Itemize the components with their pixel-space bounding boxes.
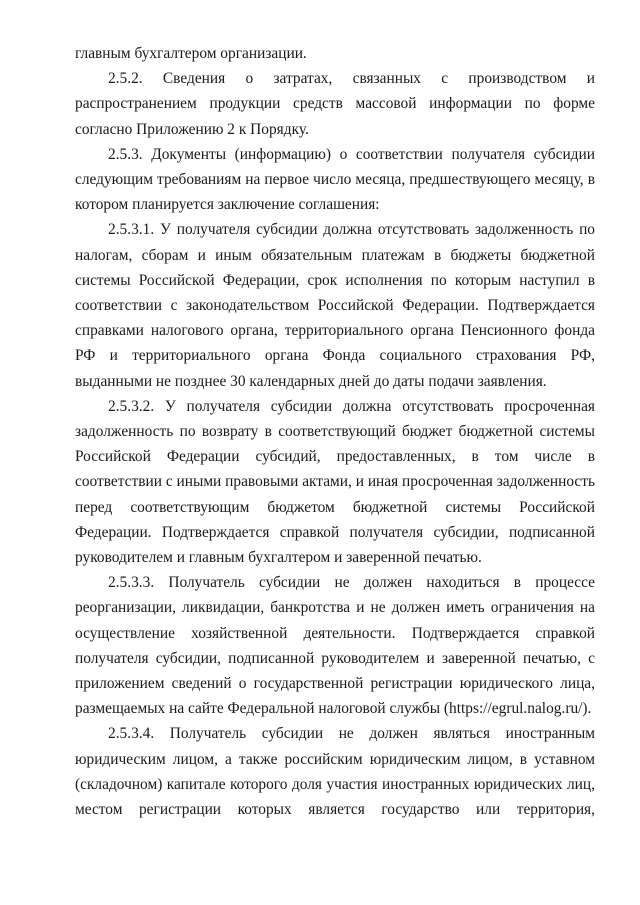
paragraph-2-5-2: 2.5.2. Сведения о затратах, связанных с производством и распространением продукции средств массовой информации по форме согласно Приложению 2 к Порядку. <box>75 70 595 138</box>
paragraph-2-5-3-4: 2.5.3.4. Получатель субсидии не должен являться иностранным юридическим лицом, а также российским юридическим лицом, в уставном (складочном) капитале которого доля участия иностранных юридических лиц, местом регистрации которых является государство или территория, <box>75 725 595 819</box>
document-body <box>75 41 595 822</box>
paragraph-2-5-3-1: 2.5.3.1. У получателя субсидии должна отсутствовать задолженность по налогам, сборам и иным обязательным платежам в бюджеты бюджетной системы Российской Федерации, срок исполнения по которым наступил в соответствии с законодательством Российской Федерации. Подтверждается справками налогового органа, территориального органа Пенсионного фонда РФ и территориального органа Фонда социального страхования РФ, выданными не позднее 30 календарных дней до даты подачи заявления. <box>75 221 595 390</box>
paragraph-2-5-3: 2.5.3. Документы (информацию) о соответствии получателя субсидии следующим требованиям на первое число месяца, предшествующего месяцу, в котором планируется заключение соглашения: <box>75 145 595 214</box>
paragraph-2-5-3-3: 2.5.3.3. Получатель субсидии не должен находиться в процессе реорганизации, ликвидации, банкротства и не должен иметь ограничения на осуществление хозяйственной деятельности. Подтверждается справкой получателя субсидии, подписанной руководителем и заверенной печатью, с приложением сведений о государственной регистрации юридического лица, размещаемых на сайте Федеральной налоговой службы (https://egrul.nalog.ru/). <box>75 574 595 718</box>
paragraph-continuation: главным бухгалтером организации. <box>75 45 307 62</box>
paragraph-2-5-3-2: 2.5.3.2. У получателя субсидии должна отсутствовать просроченная задолженность по возврату в соответствующий бюджет бюджетной системы Российской Федерации субсидий, предоставленных, в том числе в соответствии с иными правовыми актами, и иная просроченная задолженность перед соответствующим бюджетом бюджетной системы Российской Федерации. Подтверждается справкой получателя субсидии, подписанной руководителем и главным бухгалтером и заверенной печатью. <box>75 397 595 567</box>
